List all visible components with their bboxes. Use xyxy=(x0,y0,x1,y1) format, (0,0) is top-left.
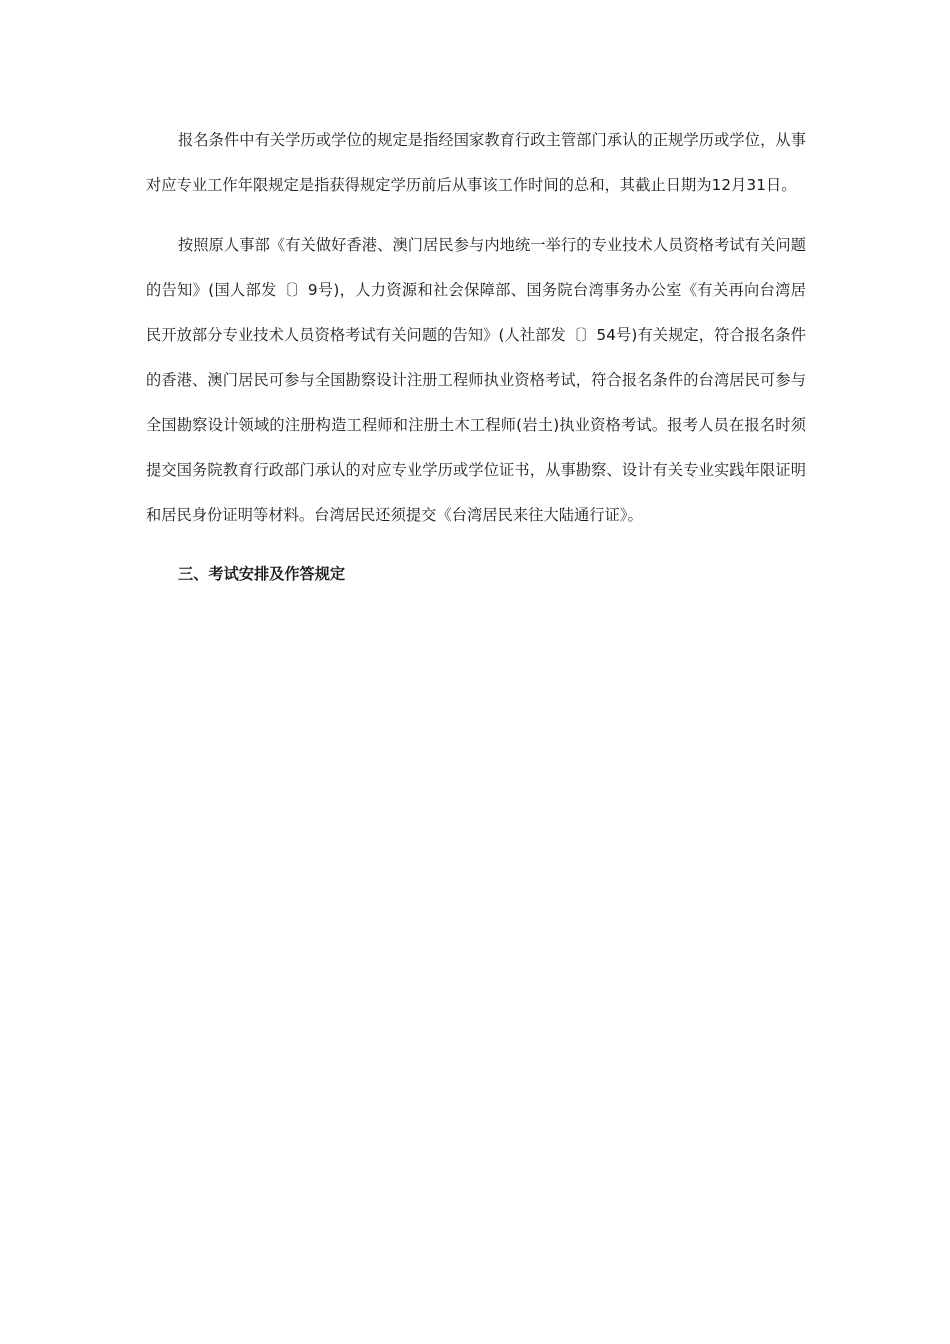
document-body xyxy=(146,118,806,597)
paragraph-education-requirements: 报名条件中有关学历或学位的规定是指经国家教育行政主管部门承认的正规学历或学位，从事对应专业工作年限规定是指获得规定学历前后从事该工作时间的总和，其截止日期为12月31日。 xyxy=(146,131,806,194)
section-heading: 三、考试安排及作答规定 xyxy=(178,565,346,583)
paragraph-hk-macau-taiwan-eligibility: 按照原人事部《有关做好香港、澳门居民参与内地统一举行的专业技术人员资格考试有关问题的告知》(国人部发〔〕9号)，人力资源和社会保障部、国务院台湾事务办公室《有关再向台湾居民开放部分专业技术人员资格考试有关问题的告知》(人社部发〔〕54号)有关规定，符合报名条件的香港、澳门居民可参与全国勘察设计注册工程师执业资格考试，符合报名条件的台湾居民可参与全国勘察设计领域的注册构造工程师和注册土木工程师(岩土)执业资格考试。报考人员在报名时须提交国务院教育行政部门承认的对应专业学历或学位证书，从事勘察、设计有关专业实践年限证明和居民身份证明等材料。台湾居民还须提交《台湾居民来往大陆通行证》。 xyxy=(146,236,806,524)
